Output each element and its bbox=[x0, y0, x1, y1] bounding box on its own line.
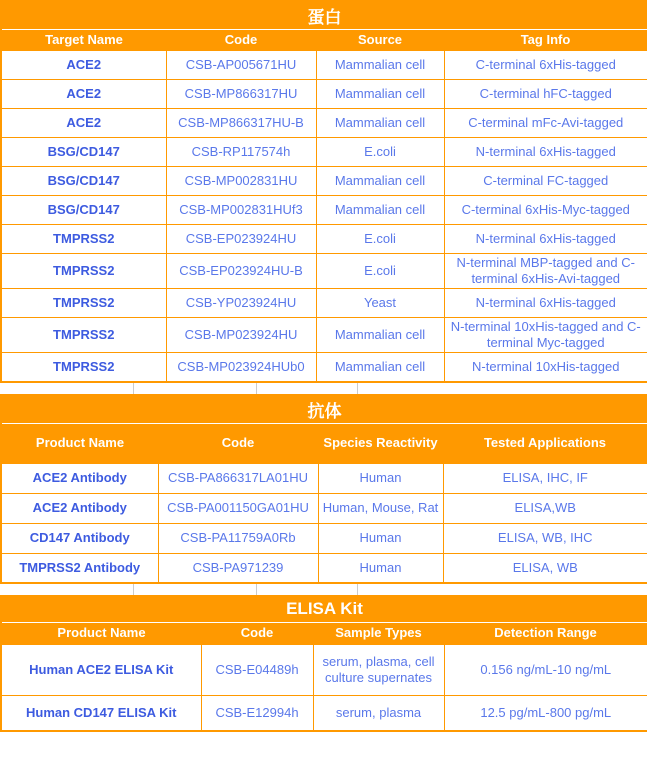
cell-text: Human bbox=[318, 523, 443, 553]
section-title-protein: 蛋白 bbox=[1, 1, 647, 30]
spacer-divider-line bbox=[133, 383, 134, 394]
product-name-link[interactable]: BSG/CD147 bbox=[1, 138, 166, 167]
code-link[interactable]: CSB-MP866317HU bbox=[166, 80, 316, 109]
column-header-source: Source bbox=[316, 30, 444, 51]
cell-text: Human, Mouse, Rat bbox=[318, 493, 443, 523]
code-link[interactable]: CSB-PA971239 bbox=[158, 553, 318, 583]
cell-text: Mammalian cell bbox=[316, 353, 444, 382]
code-link[interactable]: CSB-YP023924HU bbox=[166, 289, 316, 318]
table-row bbox=[1, 318, 647, 353]
column-header-tag-info: Tag Info bbox=[444, 30, 647, 51]
product-name-link[interactable]: TMPRSS2 bbox=[1, 289, 166, 318]
column-header-row bbox=[1, 30, 647, 51]
spacer-divider-line bbox=[133, 584, 134, 595]
protein-table-body bbox=[1, 51, 647, 382]
cell-text: Mammalian cell bbox=[316, 318, 444, 353]
section-banner-row bbox=[1, 1, 647, 30]
cell-text: ELISA, WB, IHC bbox=[443, 523, 647, 553]
table-spacer bbox=[0, 584, 647, 595]
cell-text: C-terminal 6xHis-tagged bbox=[444, 51, 647, 80]
column-header-tested-applications: Tested Applications bbox=[443, 423, 647, 463]
column-header-row bbox=[1, 423, 647, 463]
table-spacer bbox=[0, 383, 647, 394]
code-link[interactable]: CSB-MP023924HU bbox=[166, 318, 316, 353]
cell-text: N-terminal 6xHis-tagged bbox=[444, 289, 647, 318]
table-row bbox=[1, 353, 647, 382]
cell-text: Mammalian cell bbox=[316, 196, 444, 225]
code-link[interactable]: CSB-PA866317LA01HU bbox=[158, 463, 318, 493]
product-name-link[interactable]: ACE2 Antibody bbox=[1, 493, 158, 523]
table-row bbox=[1, 109, 647, 138]
column-header-detection-range: Detection Range bbox=[444, 622, 647, 644]
cell-text: 12.5 pg/mL-800 pg/mL bbox=[444, 695, 647, 731]
cell-text: E.coli bbox=[316, 138, 444, 167]
section-banner-row bbox=[1, 395, 647, 424]
cell-text: N-terminal 10xHis-tagged and C-terminal Myc-tagged bbox=[444, 318, 647, 353]
section-title-elisa-kit: ELISA Kit bbox=[1, 596, 647, 622]
column-header-product-name: Product Name bbox=[1, 622, 201, 644]
code-link[interactable]: CSB-E12994h bbox=[201, 695, 313, 731]
cell-text: C-terminal hFC-tagged bbox=[444, 80, 647, 109]
cell-text: C-terminal mFc-Avi-tagged bbox=[444, 109, 647, 138]
product-name-link[interactable]: Human CD147 ELISA Kit bbox=[1, 695, 201, 731]
column-header-sample-types: Sample Types bbox=[313, 622, 444, 644]
product-name-link[interactable]: BSG/CD147 bbox=[1, 196, 166, 225]
code-link[interactable]: CSB-EP023924HU bbox=[166, 225, 316, 254]
cell-text: serum, plasma bbox=[313, 695, 444, 731]
column-header-code: Code bbox=[201, 622, 313, 644]
cell-text: Mammalian cell bbox=[316, 167, 444, 196]
product-name-link[interactable]: TMPRSS2 bbox=[1, 225, 166, 254]
product-name-link[interactable]: Human ACE2 ELISA Kit bbox=[1, 644, 201, 695]
code-link[interactable]: CSB-PA11759A0Rb bbox=[158, 523, 318, 553]
cell-text: serum, plasma, cell culture supernates bbox=[313, 644, 444, 695]
column-header-species-reactivity: Species Reactivity bbox=[318, 423, 443, 463]
cell-text: C-terminal FC-tagged bbox=[444, 167, 647, 196]
spacer-divider-line bbox=[256, 584, 257, 595]
code-link[interactable]: CSB-EP023924HU-B bbox=[166, 254, 316, 289]
spacer-divider-line bbox=[357, 383, 358, 394]
cell-text: ELISA, IHC, IF bbox=[443, 463, 647, 493]
elisa-kit-table-body bbox=[1, 644, 647, 731]
table-row bbox=[1, 254, 647, 289]
product-name-link[interactable]: ACE2 bbox=[1, 51, 166, 80]
code-link[interactable]: CSB-MP002831HU bbox=[166, 167, 316, 196]
product-name-link[interactable]: CD147 Antibody bbox=[1, 523, 158, 553]
table-row bbox=[1, 225, 647, 254]
column-header-code: Code bbox=[166, 30, 316, 51]
table-row bbox=[1, 196, 647, 225]
spacer-divider-line bbox=[357, 584, 358, 595]
cell-text: Mammalian cell bbox=[316, 80, 444, 109]
column-header-product-name: Product Name bbox=[1, 423, 158, 463]
cell-text: N-terminal 6xHis-tagged bbox=[444, 138, 647, 167]
cell-text: N-terminal 6xHis-tagged bbox=[444, 225, 647, 254]
cell-text: Mammalian cell bbox=[316, 51, 444, 80]
cell-text: ELISA, WB bbox=[443, 553, 647, 583]
product-name-link[interactable]: ACE2 bbox=[1, 109, 166, 138]
product-name-link[interactable]: ACE2 Antibody bbox=[1, 463, 158, 493]
table-row bbox=[1, 644, 647, 695]
product-name-link[interactable]: TMPRSS2 bbox=[1, 318, 166, 353]
code-link[interactable]: CSB-MP866317HU-B bbox=[166, 109, 316, 138]
code-link[interactable]: CSB-E04489h bbox=[201, 644, 313, 695]
cell-text: C-terminal 6xHis-Myc-tagged bbox=[444, 196, 647, 225]
table-row bbox=[1, 80, 647, 109]
product-name-link[interactable]: BSG/CD147 bbox=[1, 167, 166, 196]
table-row bbox=[1, 493, 647, 523]
section-banner-row bbox=[1, 596, 647, 622]
product-name-link[interactable]: TMPRSS2 bbox=[1, 254, 166, 289]
product-name-link[interactable]: ACE2 bbox=[1, 80, 166, 109]
table-row bbox=[1, 553, 647, 583]
code-link[interactable]: CSB-PA001150GA01HU bbox=[158, 493, 318, 523]
table-row bbox=[1, 138, 647, 167]
antibody-table bbox=[0, 394, 647, 585]
code-link[interactable]: CSB-MP023924HUb0 bbox=[166, 353, 316, 382]
spacer-divider-line bbox=[256, 383, 257, 394]
cell-text: Human bbox=[318, 553, 443, 583]
code-link[interactable]: CSB-MP002831HUf3 bbox=[166, 196, 316, 225]
product-name-link[interactable]: TMPRSS2 Antibody bbox=[1, 553, 158, 583]
table-row bbox=[1, 695, 647, 731]
cell-text: N-terminal MBP-tagged and C-terminal 6xHis-Avi-tagged bbox=[444, 254, 647, 289]
elisa-kit-table bbox=[0, 595, 647, 732]
cell-text: 0.156 ng/mL-10 ng/mL bbox=[444, 644, 647, 695]
section-title-antibody: 抗体 bbox=[1, 395, 647, 424]
table-row bbox=[1, 289, 647, 318]
column-header-target-name: Target Name bbox=[1, 30, 166, 51]
code-link[interactable]: CSB-AP005671HU bbox=[166, 51, 316, 80]
product-name-link[interactable]: TMPRSS2 bbox=[1, 353, 166, 382]
cell-text: E.coli bbox=[316, 225, 444, 254]
cell-text: N-terminal 10xHis-tagged bbox=[444, 353, 647, 382]
code-link[interactable]: CSB-RP117574h bbox=[166, 138, 316, 167]
antibody-table-body bbox=[1, 463, 647, 583]
table-row bbox=[1, 523, 647, 553]
table-row bbox=[1, 167, 647, 196]
table-row bbox=[1, 463, 647, 493]
cell-text: Mammalian cell bbox=[316, 109, 444, 138]
column-header-code: Code bbox=[158, 423, 318, 463]
column-header-row bbox=[1, 622, 647, 644]
cell-text: ELISA,WB bbox=[443, 493, 647, 523]
cell-text: Yeast bbox=[316, 289, 444, 318]
table-row bbox=[1, 51, 647, 80]
cell-text: Human bbox=[318, 463, 443, 493]
cell-text: E.coli bbox=[316, 254, 444, 289]
